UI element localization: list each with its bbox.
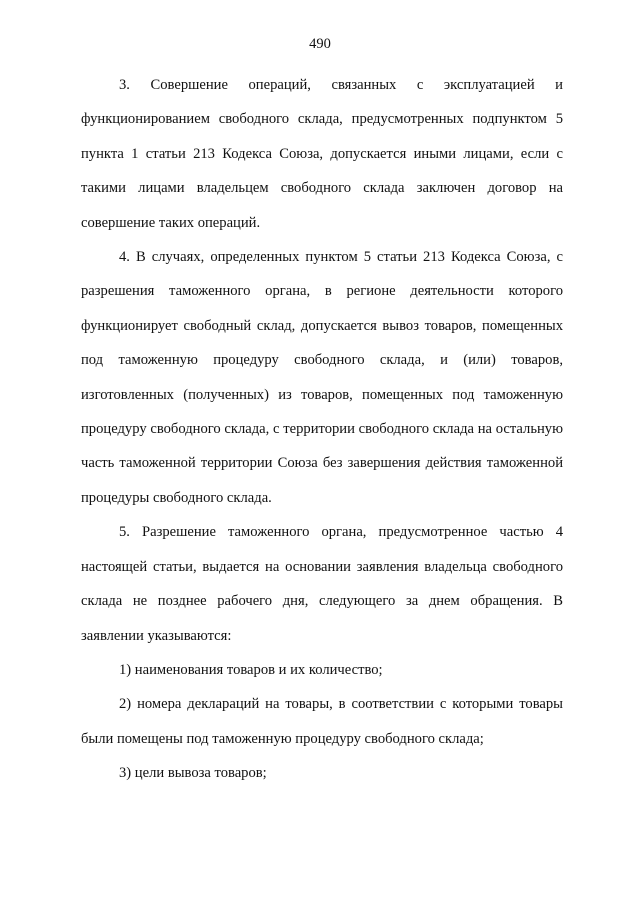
list-item-3: 3) цели вывоза товаров; (119, 765, 267, 782)
list-item-2: 2) номера деклараций на товары, в соответствии с которыми товары были помещены под таможенную процедуру свободного склада; (81, 696, 563, 747)
paragraph-article-5: 5. Разрешение таможенного органа, предусмотренное частью 4 настоящей статьи, выдается на основании заявления владельца свободного склада не позднее рабочего дня, следующего за днем обращения. В заявлении указываются: (81, 524, 563, 644)
page-number: 490 (309, 36, 331, 52)
list-item-1: 1) наименования товаров и их количество; (119, 661, 383, 678)
document-body (81, 68, 563, 791)
paragraph-article-3: 3. Совершение операций, связанных с эксплуатацией и функционированием свободного склада, предусмотренных подпунктом 5 пункта 1 статьи 213 Кодекса Союза, допускается иными лицами, если с такими лицами владельцем свободного склада заключен договор на совершение таких операций. (81, 77, 563, 231)
paragraph-article-4: 4. В случаях, определенных пунктом 5 статьи 213 Кодекса Союза, с разрешения таможенного органа, в регионе деятельности которого функционирует свободный склад, допускается вывоз товаров, помещенных под таможенную процедуру свободного склада, и (или) товаров, изготовленных (полученных) из товаров, помещенных под таможенную процедуру свободного склада, с территории свободного склада на остальную часть таможенной территории Союза без завершения действия таможенной процедуры свободного склада. (81, 249, 563, 506)
